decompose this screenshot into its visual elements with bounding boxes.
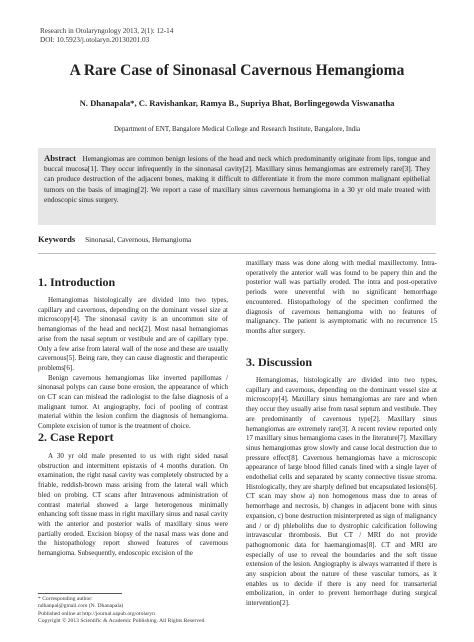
keywords-label: Keywords <box>38 234 76 244</box>
journal-citation: Research in Otolaryngology 2013, 2(1): 12-14 <box>40 27 174 35</box>
footnote-corresponding: * Corresponding author: <box>38 596 93 602</box>
paper-title: A Rare Case of Sinonasal Cavernous Hemangioma <box>69 62 405 79</box>
footnote-copyright: Copyright © 2013 Scientific & Academic Publishing. All Rights Reserved <box>38 618 205 625</box>
keywords <box>38 234 191 244</box>
journal-header <box>40 27 173 45</box>
case-report-body <box>38 452 228 559</box>
intro-paragraph-1: Hemangiomas histologically are divided into two types, capillary and cavernous, depending on the dominant vessel size at microscopy[4]. The sinonasal cavity is an uncommon site of hemangiomas of the head and neck[2]. Most nasal hemangiomas arise from the nasal septum or vestibule and are of capillary type. Only a few arise from lateral wall of the nose and these are usually cavernous[5]. Being rare, they can cause diagnostic and therapeutic problems[6]. <box>38 296 228 372</box>
abstract-box <box>38 148 436 225</box>
case-report-continued <box>246 259 437 337</box>
intro-paragraph-2: Benign cavernous hemangiomas like inverted papillomas / sinonasal polyps can cause bone erosion, the appearance of which on CT scan can mislead the radiologist to the false diagnosis of a malignant tumor. At angiography, foci of pooling of contrast material within the lesion confirm the diagnosis of hemangioma. Complete excision of tumor is the treatment of choice. <box>38 373 228 431</box>
section-divider <box>38 253 436 254</box>
footnote <box>38 596 204 626</box>
discussion-body <box>246 376 437 609</box>
right-paragraph-1: maxillary mass was done along with medial maxillectomy. Intra-operatively the anterior wall was found to be papery thin and the posterior wall was partially eroded. The intra and post-operative periods were uneventful with no significant hemorrhage encountered. Histopathology of the specimen confirmed the diagnosis of cavernous hemangioma with no features of malignancy. The patient is asymptomatic with no recurrence 15 months after surgery. <box>246 259 437 335</box>
footnote-rule <box>38 593 122 594</box>
introduction-body <box>38 296 228 432</box>
abstract-label: Abstract <box>44 153 76 163</box>
footnote-published: Published online at http://journal.sapub.org/otolaryn <box>38 610 155 617</box>
case-paragraph-1: A 30 yr old male presented to us with right sided nasal obstruction and intermittent epistaxis of 4 months duration. On examination, the right nasal cavity was completely obstructed by a friable, reddish-brown mass arising from the lateral wall which bled on probing. CT scans after Intravenous administration of contrast material showed a large heterogenous minimally enhancing soft tissue mass in right maxillary sinus and nasal cavity with the anterior and posterior walls of maxillary sinus were partially eroded. Excision biopsy of the nasal mass was done and the histopathology report showed features of cavernous hemangioma. Subsequently, endoscopic excision of the <box>38 452 228 558</box>
journal-doi: DOI: 10.5923/j.otolaryn.20130201.03 <box>40 36 150 44</box>
keywords-text: Sinonasal, Cavernous, Hemangioma <box>85 235 192 244</box>
author-list: N. Dhanapala*, C. Ravishankar, Ramya B., Supriya Bhat, Borlingegowda Viswanatha <box>79 98 395 108</box>
discussion-heading: 3. Discussion <box>246 355 313 369</box>
footnote-email: ndhanpal@gmail.com (N. Dhanapala) <box>38 603 124 610</box>
affiliation: Department of ENT, Bangalore Medical College and Research Institute, Bangalore, India <box>113 126 361 133</box>
discussion-paragraph-1: Hemangiomas, histologically are divided into two types, capillary and cavernous, depending on the dominant vessel size at microscopy[4]. Maxillary sinus hemangiomas are rare and when they occur they usually arise from nasal septum and vestibule. They are predominantly of cavernous type[2]. Maxillary sinus hemangiomas are extremely rare[3]. A recent review reported only 17 maxillary sinus hemangioma cases in the literature[7]. Maxillary sinus hemangiomas grow slowly and cause local destruction due to pressure effect[8]. Cavernous hemangiomas have a microscopic appearance of large blood filled canals lined with a single layer of endothelial cells and separated by scanty connective tissue stroma. Histologically, they are sharply defined but encapsulated lesions[6]. CT scan may show a) non homogenous mass due to areas of hemorrhage and necrosis, b) changes in adjacent bone with sinus expansion, c) bone destruction misinterpreted as sign of malignancy and / or d) phleboliths due to dystrophic calcification following intravascular thrombosis. But CT / MRI do not provide pathognomonic data for haemangiomas[8]. CT and MRI are especially of use to reveal the boundaries and the soft tissue extension of the lesion. Angiography is always warranted if there is any suspicion about the nature of these vascular tumors, as it enables us to decide if there is any need for transarterial embolization, in order to prevent hemorrhage during surgical intervention[2]. <box>246 376 437 608</box>
introduction-heading: 1. Introduction <box>38 275 116 289</box>
case-report-heading: 2. Case Report <box>38 430 114 444</box>
abstract-text: Hemangiomas are common benign lesions of the head and neck which predominantly originate from lips, tongue and buccal mucosa[1]. They occur infrequently in the sinonasal cavity[2]. Maxillary sinus hemangiomas are extremely rare[3]. They can produce destruction of the adjacent bones, making it difficult to differentiate it from the more common malignant epithelial tumors on the basis of imaging[2]. We report a case of maxillary sinus cavernous hemangioma in a 30 yr old male treated with endoscopic sinus surgery. <box>44 154 430 204</box>
